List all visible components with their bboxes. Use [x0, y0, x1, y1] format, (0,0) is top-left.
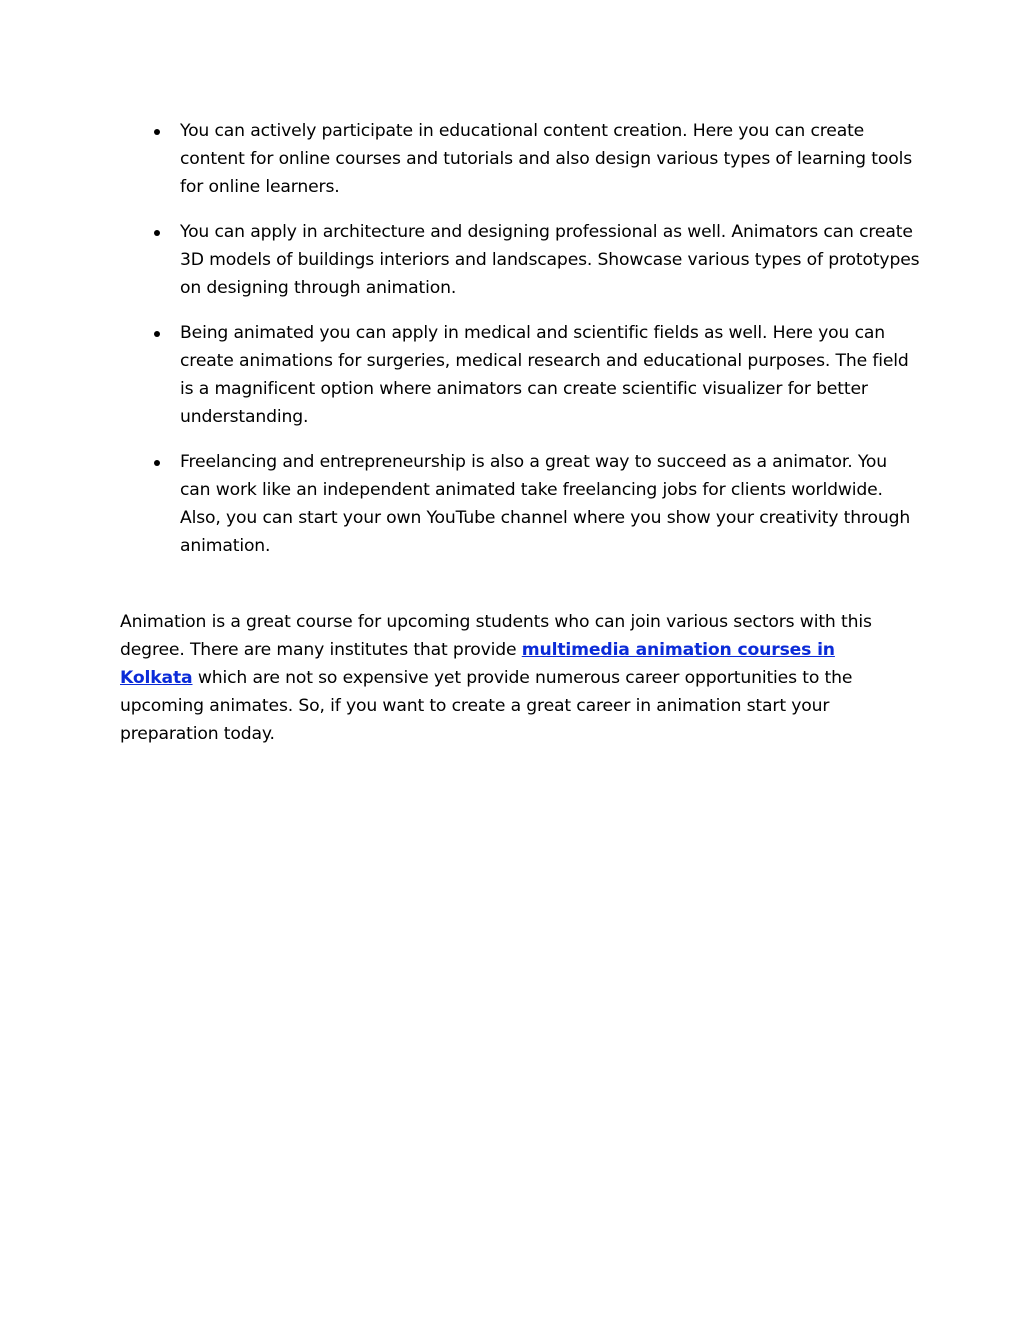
closing-paragraph — [120, 608, 910, 748]
bullet-text: Being animated you can apply in medical and scientific fields as well. Here you can create animations for surgeries, medical research and educational purposes. The field is a magnificent option where animators can create scientific visualizer for better understanding. — [180, 323, 909, 427]
closing-text-after-link: which are not so expensive yet provide numerous career opportunities to the upcoming animates. So, if you want to create a great career in animation start your preparation today. — [120, 668, 853, 744]
closing-text-before-link: Animation is a great course for upcoming students who can join various sectors with this degree. There are many institutes that provide — [120, 612, 872, 660]
bullet-list — [120, 117, 920, 560]
bullet-text: You can apply in architecture and designing professional as well. Animators can create 3D models of buildings interiors and landscapes. Showcase various types of prototypes on designing through animation. — [180, 222, 920, 298]
courses-link[interactable]: multimedia animation courses in Kolkata — [120, 640, 835, 688]
list-item — [120, 117, 920, 201]
bullet-icon — [154, 331, 160, 337]
bullet-icon — [154, 460, 160, 466]
bullet-icon — [154, 230, 160, 236]
bullet-icon — [154, 129, 160, 135]
bullet-text: You can actively participate in educational content creation. Here you can create content for online courses and tutorials and also design various types of learning tools for online learners. — [180, 121, 912, 197]
bullet-text: Freelancing and entrepreneurship is also a great way to succeed as a animator. You can work like an independent animated take freelancing jobs for clients worldwide. Also, you can start your own YouTube channel where you show your creativity through animation. — [180, 452, 911, 556]
list-item — [120, 319, 920, 431]
list-item — [120, 448, 920, 560]
list-item — [120, 218, 920, 302]
